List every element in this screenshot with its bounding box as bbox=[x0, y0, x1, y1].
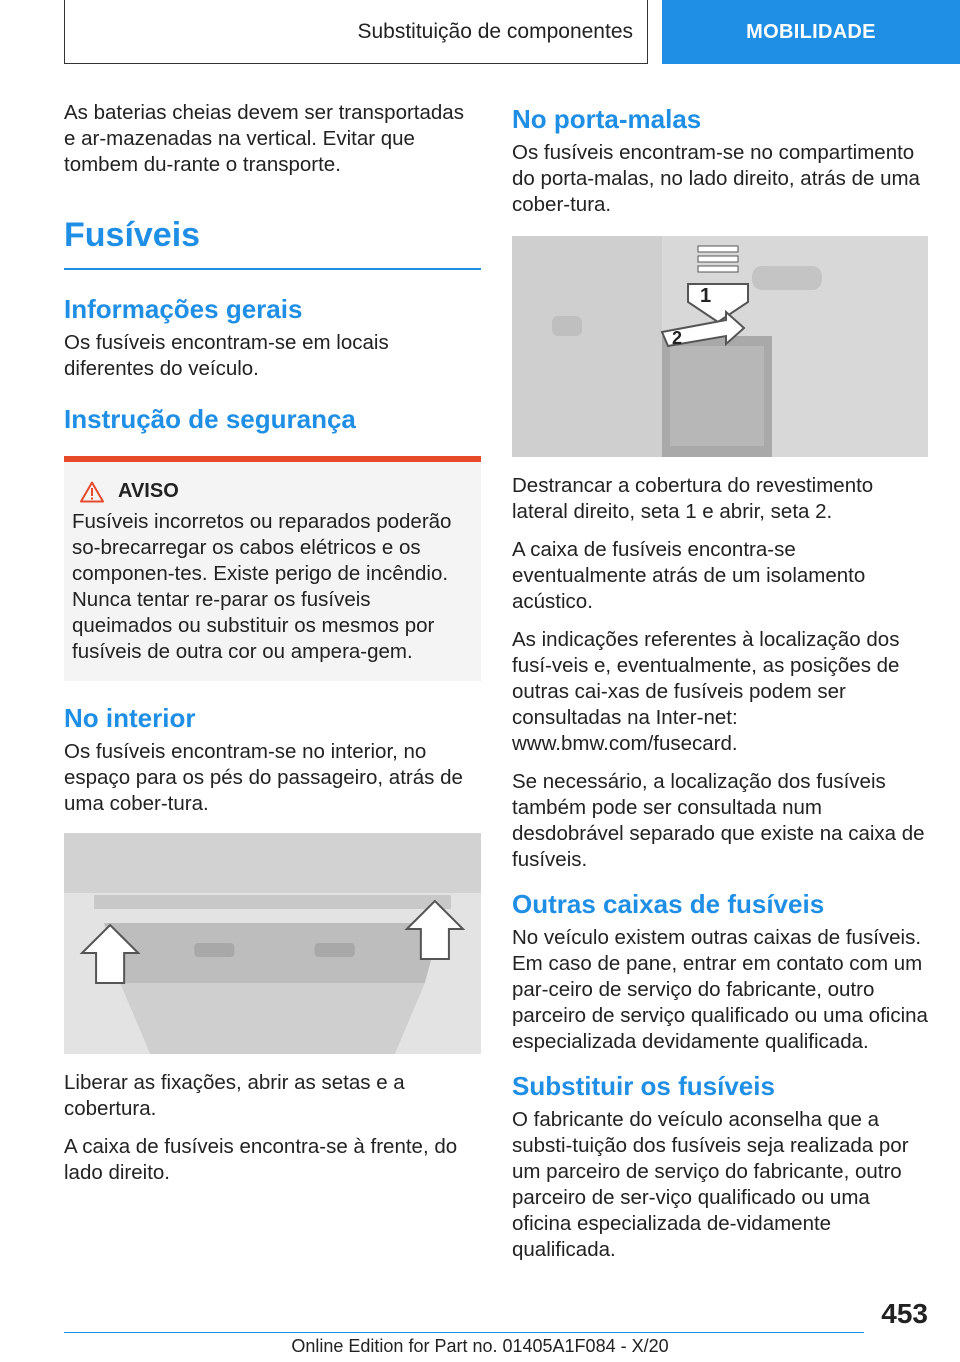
fuses-heading: Fusíveis bbox=[64, 214, 481, 270]
figure-label-2: 2 bbox=[672, 328, 683, 348]
warning-title: AVISO bbox=[118, 480, 179, 502]
battery-paragraph: As baterias cheias devem ser transportadas e ar-mazenadas na vertical. Evitar que tombem du-rante o transporte. bbox=[64, 101, 464, 176]
left-column bbox=[64, 100, 481, 1198]
replace-fuses-heading: Substituir os fusíveis bbox=[512, 1071, 775, 1101]
warning-text: Fusíveis incorretos ou reparados poderão so-brecarregar os cabos elétricos e os componen-tes. Existe perigo de incêndio. Nunca tentar re-parar os fusíveis queimados ou substituir os mesmos por fusíveis de outra cor ou ampera-gem. bbox=[72, 510, 452, 663]
trunk-heading: No porta-malas bbox=[512, 104, 702, 134]
trunk-text-4: Se necessário, a localização dos fusíveis também pode ser consultada num desdobrável separado que existe na caixa de fusíveis. bbox=[512, 770, 925, 871]
interior-location-text: A caixa de fusíveis encontra-se à frente, do lado direito. bbox=[64, 1135, 458, 1184]
interior-figure bbox=[64, 833, 481, 1054]
general-info-text: Os fusíveis encontram-se em locais diferentes do veículo. bbox=[64, 331, 389, 380]
trunk-cover-illustration bbox=[512, 236, 928, 457]
trunk-text: Os fusíveis encontram-se no compartimento do porta-malas, no lado direito, atrás de uma cober-tura. bbox=[512, 141, 920, 216]
page-header bbox=[64, 0, 960, 66]
chapter-tab: MOBILIDADE bbox=[662, 0, 960, 64]
figure-label-1: 1 bbox=[700, 285, 712, 307]
trunk-text-3: As indicações referentes à localização dos fusí-veis e, eventualmente, as posições de outras cai-xas de fusíveis podem ser consultadas na Inter-net: www.bmw.com/fusecard. bbox=[512, 628, 900, 755]
trunk-figure bbox=[512, 236, 928, 457]
trunk-text-2: A caixa de fusíveis encontra-se eventualmente atrás de um isolamento acústico. bbox=[512, 538, 866, 613]
other-fuseboxes-text: No veículo existem outras caixas de fusíveis. Em caso de pane, entrar em contato com um par-ceiro de serviço do fabricante, outro parceiro de serviço qualificado ou uma oficina especializada devidamente qualificada. bbox=[512, 926, 928, 1053]
footwell-cover-illustration bbox=[64, 833, 481, 1054]
footer-divider bbox=[64, 1332, 864, 1333]
right-column bbox=[512, 100, 928, 1275]
warning-header bbox=[72, 480, 473, 503]
interior-heading: No interior bbox=[64, 703, 196, 733]
trunk-caption: Destrancar a cobertura do revestimento lateral direito, seta 1 e abrir, seta 2. bbox=[512, 474, 874, 523]
warning-triangle-icon bbox=[80, 481, 104, 503]
page-number: 453 bbox=[881, 1298, 928, 1329]
interior-caption: Liberar as fixações, abrir as setas e a cobertura. bbox=[64, 1071, 405, 1120]
interior-text: Os fusíveis encontram-se no interior, no espaço para os pés do passageiro, atrás de uma cober-tura. bbox=[64, 740, 463, 815]
warning-box bbox=[64, 456, 481, 681]
safety-heading: Instrução de segurança bbox=[64, 404, 356, 434]
section-tab: Substituição de componentes bbox=[64, 0, 648, 64]
other-fuseboxes-heading: Outras caixas de fusíveis bbox=[512, 889, 825, 919]
footer-edition: Online Edition for Part no. 01405A1F084 - X/20 bbox=[291, 1336, 669, 1356]
replace-fuses-text: O fabricante do veículo aconselha que a substi-tuição dos fusíveis seja realizada por um parceiro de serviço do fabricante, outro parceiro de ser-viço qualificado ou uma oficina especializada de-vidamente qualificada. bbox=[512, 1108, 909, 1261]
general-info-heading: Informações gerais bbox=[64, 294, 303, 324]
